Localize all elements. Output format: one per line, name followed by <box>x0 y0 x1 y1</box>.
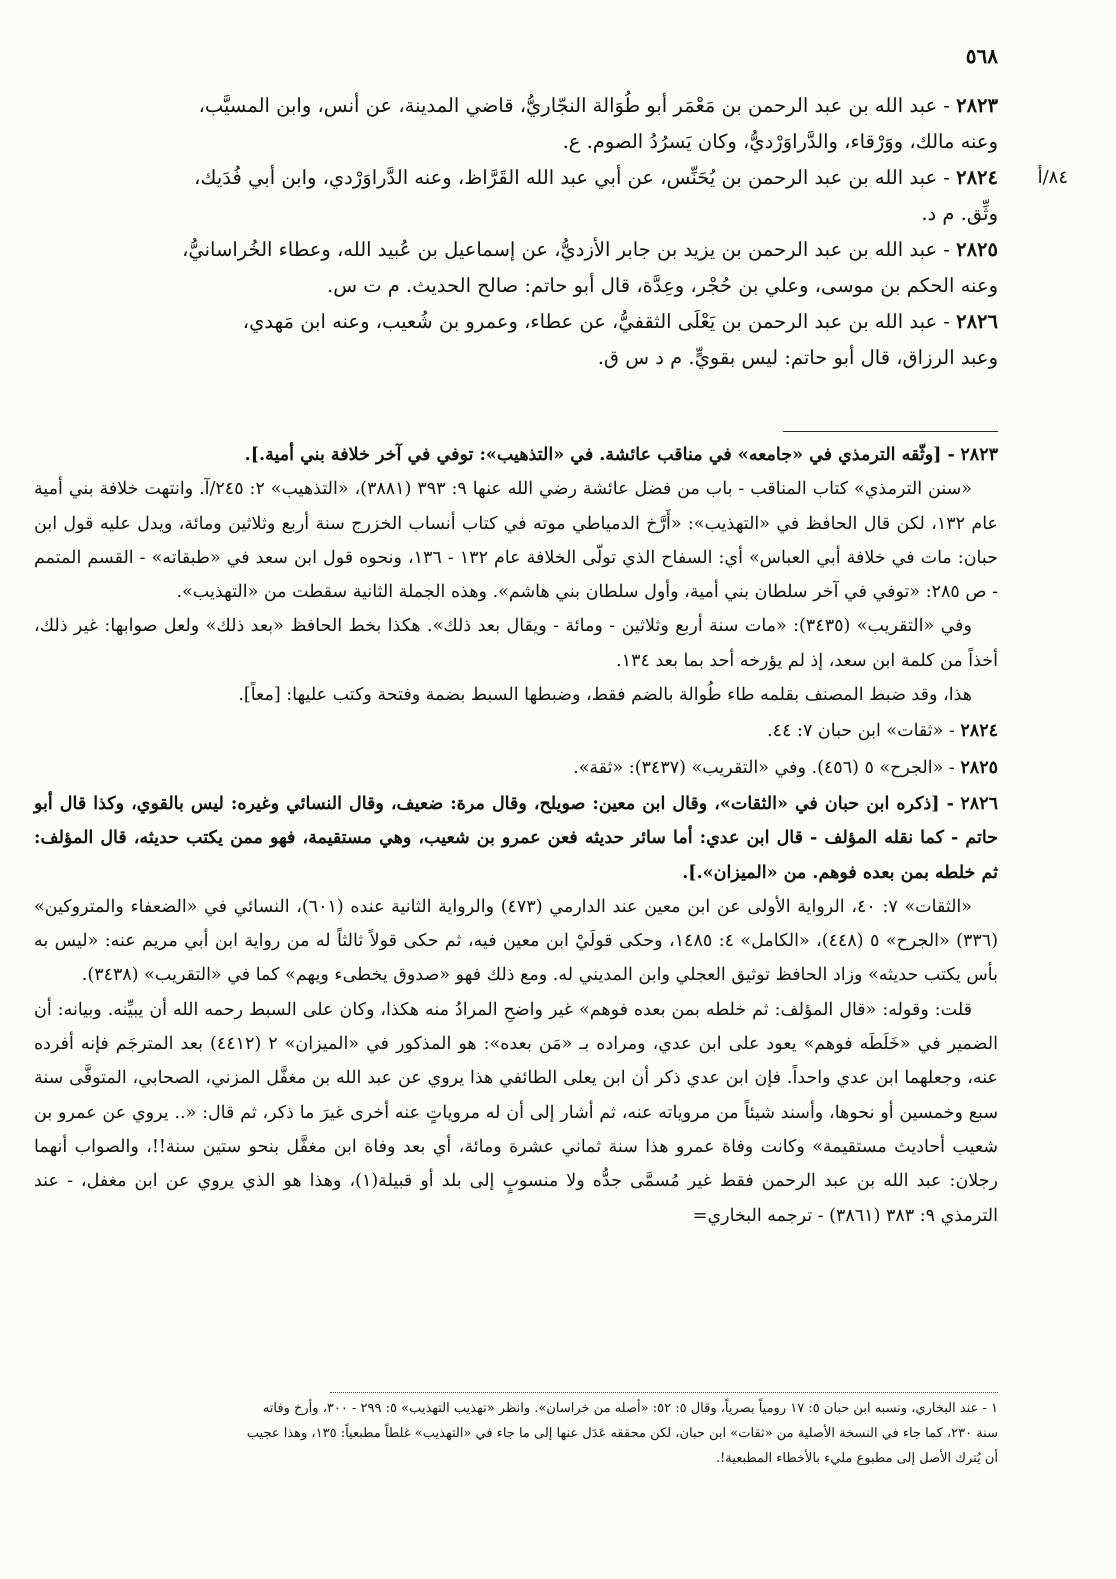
entry-line: وعبد الرزاق، قال أبو حاتم: ليس بقويٍّ. م د س ق. <box>597 346 998 369</box>
note-2823 <box>34 438 998 712</box>
note-2826 <box>34 787 998 1233</box>
entry-line <box>34 160 998 196</box>
entry-2824 <box>34 160 1068 232</box>
entry-text: - عبد الله بن عبد الرحمن بن يُحَنِّس، عن أبي عبد الله القَرَّاظ، وعنه الدَّراوَرْدي، وابن أبي فُدَيك، <box>194 166 950 189</box>
entry-line: وعنه الحكم بن موسى، وعلي بن حُجْر، وعِدَّة، قال أبو حاتم: صالح الحديث. م ت س. <box>327 274 998 297</box>
entry-2826 <box>34 304 998 376</box>
note-paragraph: قلت: وقوله: «قال المؤلف: ثم خلطه بمن بعده فوهم» غير واضحِ المرادُ منه هكذا، وكان على السبط رحمه الله أن يبيِّنه. وبيانه: أن الضمير في «خَلَطَه فوهم» يعود على ابن عدي، ومراده بـ «مَن بعده»: هو المذكور في «الميزان» ٢ (٤٤١٢) بعد المترجَم فإنه أفرده عنه، وجعلهما ابن عدي واحداً. فإن ابن عدي ذكر أن ابن يعلى الطائفي هذا يروي عن عبد الله بن مغفَّل المزني، الصحابي، المتوفَّى سنة سبع وخمسين أو نحوها، وأسند شيئاً من مروياته عنه، ثم أشار إلى أن له مروياتٍ عنه أخرى غيرَ ما ذكر، ثم قال: «.. يروي عن عمرو بن شعيب أحاديث مستقيمة» وكانت وفاة عمرو هذا سنة ثماني عشرة ومائة، أي بعد وفاة ابن مغفَّل بنحو ستين سنة!!، والصواب أنهما رجلان: عبد الله بن عبد الرحمن فقط غير مُسمَّى جدُّه ولا منسوبٍ إلى بلد أو قبيلة(١)، وهذا هو الذي يروي عن ابن مغفل، - عند الترمذي ٩: ٣٨٣ (٣٨٦١) - ترجمه البخاري= <box>34 999 999 1226</box>
note-heading <box>34 751 998 785</box>
section-divider <box>783 431 998 432</box>
note-paragraph: وفي «التقريب» (٣٤٣٥): «مات سنة أربع وثلاثين - ومائة - ويقال بعد ذلك». هكذا بخط الحافظ «بعد ذلك» ولعل صوابها: غير ذلك، أخذاً من كلمة ابن سعد، إذ لم يؤرخه أحد بما بعد ١٣٤. <box>34 616 998 671</box>
entry-2825 <box>34 232 998 304</box>
page-number: ٥٦٨ <box>965 44 998 68</box>
note-number: ٢٨٢٥ <box>960 757 998 778</box>
note-heading <box>34 787 998 890</box>
entry-line <box>34 232 998 268</box>
note-summary: - [ذكره ابن حبان في «الثقات»، وقال ابن معين: صويلح، وقال مرة: ضعيف، وقال النسائي وغيره: ليس بالقوي، وكذا قال أبو حاتم - كما نقله المؤلف - قال ابن عدي: أما سائر حديثه فعن عمرو بن شعيب، وهي مستقيمة، فهو ممن يكتب حديثه، قال المؤلف: ثم خلطه بمن بعده فوهم. من «الميزان».]. <box>34 793 998 883</box>
note-heading <box>34 714 998 748</box>
note-paragraph: - «ثقات» ابن حبان ٧: ٤٤. <box>767 721 955 742</box>
note-paragraph: هذا، وقد ضبط المصنف بقلمه طاء طُوالة بالضم فقط، وضبطها السبط بضمة وفتحة وكتب عليها: [معاً]. <box>238 685 972 706</box>
footnote <box>34 1396 998 1471</box>
entry-text: - عبد الله بن عبد الرحمن بن مَعْمَر أبو طُوَالة النجّاريُّ، قاضي المدينة، عن أنس، وابن المسيَّب، <box>198 94 950 117</box>
entry-text: - عبد الله بن عبد الرحمن بن يزيد بن جابر الأزديُّ، عن إسماعيل بن عُبيد الله، وعطاء الخُراسانيُّ، <box>182 238 950 261</box>
footnote-line: أن يُترك الأصل إلى مطبوع مليء بالأخطاء المطبعية!. <box>715 1451 998 1466</box>
entry-2823 <box>34 88 998 160</box>
entry-line: وثِّق. م د. <box>921 202 998 225</box>
entry-number: ٢٨٢٥ <box>956 238 998 261</box>
footnote-line: ١ - عند البخاري، ونسبه ابن حبان ٥: ١٧ رومياً بصرياً، وقال ٥: ٥٢: «أصله من خراسان». وانظر «تهذيب التهذيب» ٥: ٢٩٩ - ٣٠٠، وأرخ وفاته <box>262 1401 998 1416</box>
note-paragraph: - «الجرح» ٥ (٤٥٦). وفي «التقريب» (٣٤٣٧): «ثقة». <box>573 757 955 778</box>
note-paragraph: «سنن الترمذي» كتاب المناقب - باب من فضل عائشة رضي الله عنها ٩: ٣٩٣ (٣٨٨١)، «التذهيب» ٢: ٢٤٥/آ. وانتهت خلافة بني أمية عام ١٣٢، لكن قال الحافظ في «التهذيب»: «أَرَّخ الدمياطي موته في كتاب أنساب الخزرج سنة أربع وثلاثين ومائة، ويدل عليه قول ابن حبان: مات في خلافة أبي العباس» أي: السفاح الذي تولّى الخلافة عام ١٣٢ - ١٣٦، ونحوه قول ابن سعد في «طبقاته» - القسم المتمم - ص ٢٨٥: «توفي في آخر سلطان بني أمية، وأول سلطان بني هاشم». وهذه الجملة الثانية سقطت من «التهذيب». <box>34 479 999 603</box>
footnote-divider <box>330 1392 998 1393</box>
note-heading <box>34 438 998 472</box>
margin-marker: ٨٤/أ <box>1037 167 1068 188</box>
note-summary: - [وثّقه الترمذي في «جامعه» في مناقب عائشة. في «التذهيب»: توفي في آخر خلافة بني أمية.]. <box>244 445 955 465</box>
note-number: ٢٨٢٦ <box>960 793 998 814</box>
note-number: ٢٨٢٣ <box>960 445 998 465</box>
footnote-line: سنة ٢٣٠، كما جاء في النسخة الأصلية من «ثقات» ابن حبان، لكن محققه عَدَل عنها إلى ما جاء في «التهذيب» غلطاً مطبعياً: ١٣٥، وهذا عجيب <box>246 1426 998 1441</box>
note-paragraph: «الثقات» ٧: ٤٠، الرواية الأولى عن ابن معين عند الدارمي (٤٧٣) والرواية الثانية عنده (٦٠١)، النسائي في «الضعفاء والمتروكين» (٣٣٦) «الجرح» ٥ (٤٤٨)، «الكامل» ٤: ١٤٨٥، وحكى قولَيْ ابن معين فيه، ثم حكى قولاً ثالثاً له من رواية ابن أبي مريم عنه: «ليس به بأس يكتب حديثه» وزاد الحافظ توثيق العجلي وابن المديني له. ومع ذلك فهو «صدوق يخطىء ويهم» كما في «التقريب» (٣٤٣٨). <box>34 896 999 986</box>
main-entries <box>34 88 1068 376</box>
note-2824 <box>34 714 998 748</box>
entry-text: - عبد الله بن عبد الرحمن بن يَعْلَى الثقفيُّ، عن عطاء، وعمرو بن شُعيب، وعنه ابن مَهدي، <box>242 310 950 333</box>
note-number: ٢٨٢٤ <box>960 721 998 742</box>
entry-line <box>34 304 998 340</box>
entry-number: ٢٨٢٦ <box>956 310 998 333</box>
entry-number: ٢٨٢٣ <box>956 94 998 117</box>
entry-line: وعنه مالك، ووَرْقاء، والدَّراوَرْديُّ، وكان يَسرُدُ الصوم. ع. <box>562 130 998 153</box>
entry-number: ٢٨٢٤ <box>956 166 998 189</box>
commentary-notes <box>34 438 998 1235</box>
note-2825 <box>34 751 998 785</box>
entry-line <box>34 88 998 124</box>
